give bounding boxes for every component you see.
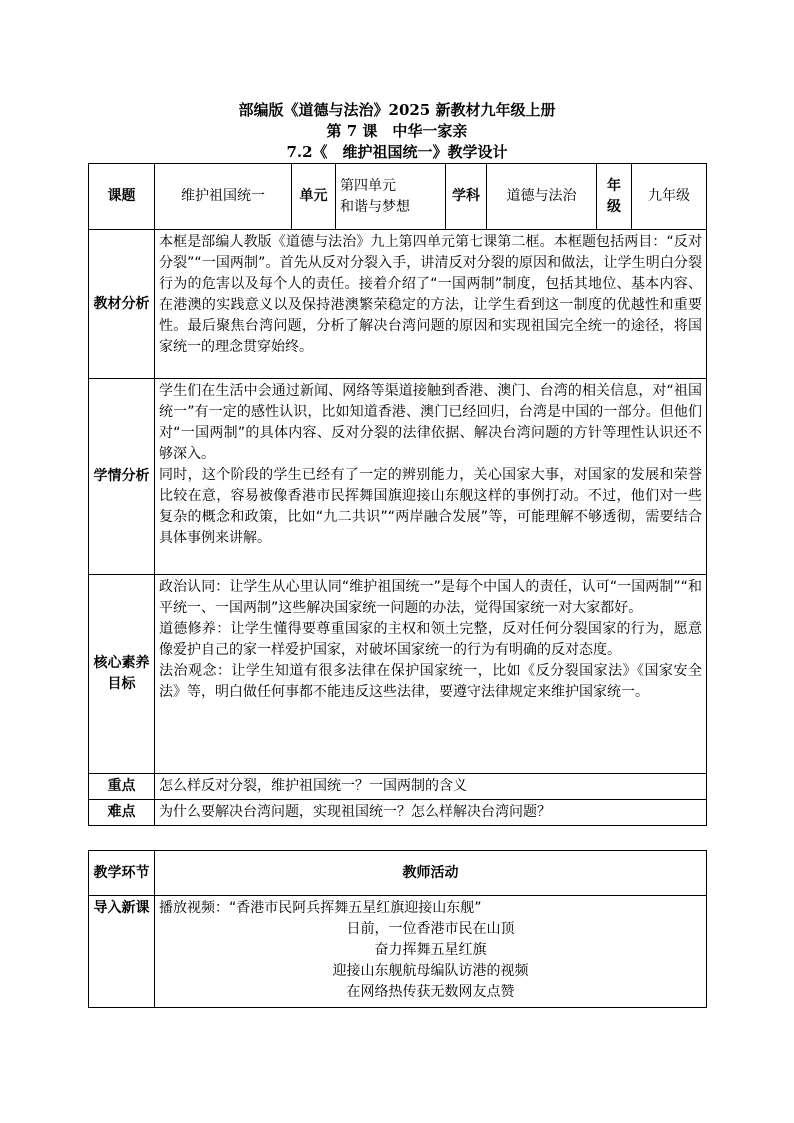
grade-label: 年级 [597,164,632,230]
material-analysis-text: 本框是部编人教版《道德与法治》九上第四单元第七课第二框。本框题包括两目：“反对分裂”“一国两制”。首先从反对分裂入手，讲清反对分裂的原因和做法，让学生明白分裂行为的危害以及每个人的责任。接着介绍了“一国两制”制度，包括其地位、基本内容、在港澳的实践意义以及保持港澳繁荣稳定的方法，让学生看到这一制度的优越性和重要性。最后聚焦台湾问题，分析了解决台湾问题的原因和实现祖国完全统一的途径，将国家统一的理念贯穿始终。 [159,234,702,355]
goal-legal: 法治观念：让学生知道有很多法律在保护国家统一，比如《反分裂国家法》《国家安全法》等，明白做任何事都不能违反这些法律，要遵守法律规定来维护国家统一。 [159,663,702,700]
goal-political: 政治认同：让学生从心里认同“维护祖国统一”是每个中国人的责任，认可“一国两制”“和平统一、一国两制”这些解决国家统一问题的办法，觉得国家统一对大家都好。 [159,579,702,616]
student-analysis-label: 学情分析 [89,379,155,575]
teacher-activity-header: 教师活动 [155,851,707,896]
doc-title-line1: 部编版《道德与法治》2025 新教材九年级上册 [238,101,556,119]
doc-title-line3: 7.2《 维护祖国统一》教学设计 [286,143,508,161]
student-analysis-para-2: 同时，这个阶段的学生已经有了一定的辨别能力，关心国家大事，对国家的发展和荣誉比较在意，容易被像香港市民挥舞国旗迎接山东舰这样的事例打动。不过，他们对一些复杂的概念和政策，比如“九二共识”“两岸融合发展”等，可能理解不够透彻，需要结合具体事例来讲解。 [159,467,702,546]
intro-lead: 播放视频：“香港市民阿兵挥舞五星红旗迎接山东舰” [159,900,482,916]
intro-stage-label: 导入新课 [89,896,155,1008]
intro-line: 奋力挥舞五星红旗 [374,942,487,958]
key-point-label: 重点 [89,774,155,800]
difficult-point-label: 难点 [89,800,155,826]
intro-line: 迎接山东舰航母编队访港的视频 [332,963,529,979]
unit-label: 单元 [292,164,336,230]
material-analysis-label: 教材分析 [89,230,155,379]
lesson-info-table [88,163,707,826]
intro-line: 在网络热传获无数网友点赞 [346,984,515,1000]
topic-value: 维护祖国统一 [155,164,292,230]
grade-value: 九年级 [632,164,707,230]
doc-title-line2: 第 7 课 中华一家亲 [326,122,468,140]
intro-line: 日前，一位香港市民在山顶 [346,921,515,937]
stage-header: 教学环节 [89,851,155,896]
student-analysis-para-1: 学生们在生活中会通过新闻、网络等渠道接触到香港、澳门、台湾的相关信息，对“祖国统一”有一定的感性认识，比如知道香港、澳门已经回归，台湾是中国的一部分。但他们对“一国两制”的具体内容、反对分裂的法律依据、解决台湾问题的方针等理性认识还不够深入。 [159,383,702,462]
teaching-process-table [88,850,707,1008]
subject-value: 道德与法治 [487,164,597,230]
goal-moral: 道德修养：让学生懂得要尊重国家的主权和领土完整，反对任何分裂国家的行为，愿意像爱护自己的家一样爱护国家，对破坏国家统一的行为有明确的反对态度。 [159,621,702,658]
difficult-point-text: 为什么要解决台湾问题，实现祖国统一？怎么样解决台湾问题？ [155,800,707,826]
unit-value: 第四单元 和谐与梦想 [336,164,446,230]
key-point-text: 怎么样反对分裂，维护祖国统一？一国两制的含义 [155,774,707,800]
subject-label: 学科 [446,164,487,230]
topic-label: 课题 [89,164,155,230]
core-goals-label: 核心素养目标 [89,575,155,774]
